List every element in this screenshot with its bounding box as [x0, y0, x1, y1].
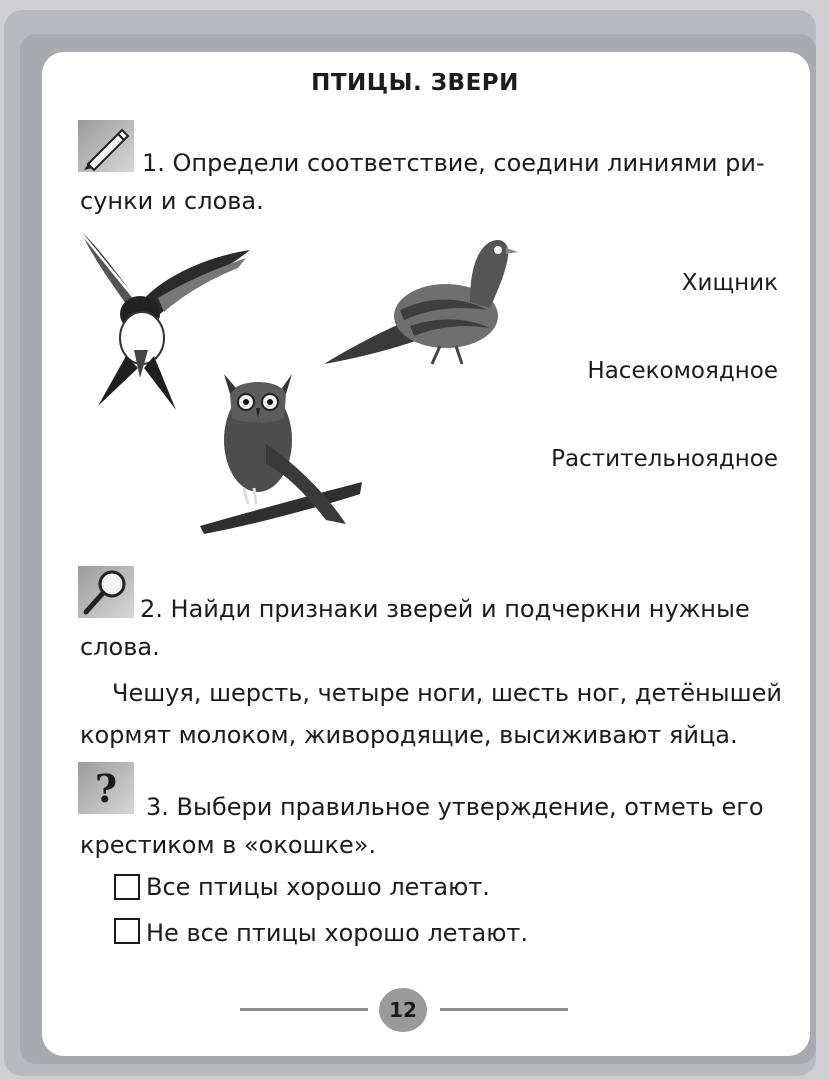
task2-words-line1[interactable]: Чешуя, шерсть, четыре ноги, шесть ног, детёнышей	[112, 679, 782, 707]
page-title: ПТИЦЫ. ЗВЕРИ	[311, 70, 519, 96]
label-predator[interactable]: Хищник	[681, 270, 778, 296]
label-herbivore[interactable]: Растительноядное	[551, 446, 778, 472]
label-insectivore[interactable]: Насекомоядное	[587, 358, 778, 384]
task2-line1: 2. Найди признаки зверей и подчеркни нужные	[140, 595, 750, 623]
footer-line-right	[440, 1008, 568, 1011]
option-2-text: Не все птицы хорошо летают.	[146, 919, 529, 947]
pen-icon	[78, 120, 134, 172]
owl-image[interactable]	[196, 364, 364, 536]
question-mark: ?	[94, 765, 118, 811]
task1-line2: сунки и слова.	[80, 187, 264, 215]
magnifier-icon	[78, 566, 134, 618]
task1-line1: 1. Определи соответствие, соедини линиями ри-	[142, 149, 765, 177]
page-number: 12	[379, 988, 427, 1032]
task2-words-line2[interactable]: кормят молоком, живородящие, высиживают яйца.	[80, 721, 738, 749]
footer-line-left	[240, 1008, 368, 1011]
task3-line1: 3. Выбери правильное утверждение, отметь его	[146, 793, 764, 821]
checkbox-option-1[interactable]	[114, 874, 140, 900]
checkbox-option-2[interactable]	[114, 918, 140, 944]
task3-line2: крестиком в «окошке».	[80, 831, 377, 859]
task2-line2: слова.	[80, 633, 160, 661]
question-icon	[78, 762, 134, 814]
option-1-text: Все птицы хорошо летают.	[146, 873, 490, 901]
pigeon-image[interactable]	[320, 232, 520, 370]
